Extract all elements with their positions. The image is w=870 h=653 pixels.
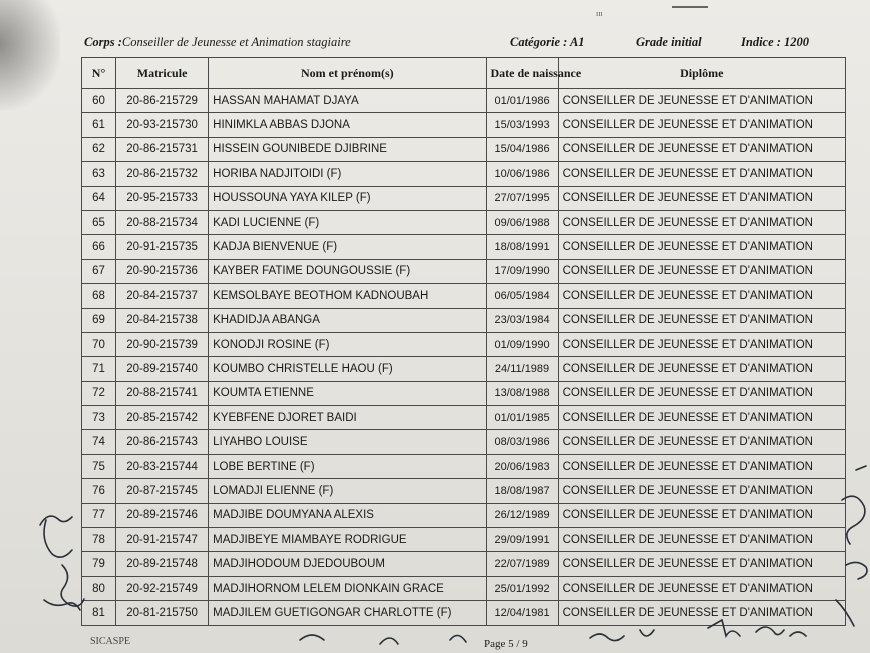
row-number: 70: [82, 332, 116, 356]
row-name: KYEBFENE DJORET BAIDI: [209, 406, 486, 430]
row-name: LOMADJI ELIENNE (F): [209, 479, 486, 503]
row-matricule: 20-86-215731: [116, 137, 209, 161]
row-birthdate: 08/03/1986: [486, 430, 558, 454]
table-row: [82, 162, 846, 186]
column-header-matricule: Matricule: [116, 58, 209, 89]
row-name: KHADIDJA ABANGA: [209, 308, 486, 332]
row-number: 72: [82, 381, 116, 405]
row-number: 64: [82, 186, 116, 210]
row-birthdate: 25/01/1992: [486, 576, 558, 600]
row-name: HOUSSOUNA YAYA KILEP (F): [209, 186, 486, 210]
row-birthdate: 22/07/1989: [486, 552, 558, 576]
table-row: [82, 332, 846, 356]
column-header-num: N°: [82, 58, 116, 89]
column-header-nom: Nom et prénom(s): [209, 58, 486, 89]
table-row: [82, 479, 846, 503]
row-number: 73: [82, 406, 116, 430]
row-diplome: CONSEILLER DE JEUNESSE ET D'ANIMATION: [558, 503, 845, 527]
row-diplome: CONSEILLER DE JEUNESSE ET D'ANIMATION: [558, 89, 845, 113]
table-row: [82, 186, 846, 210]
row-diplome: CONSEILLER DE JEUNESSE ET D'ANIMATION: [558, 528, 845, 552]
row-matricule: 20-89-215740: [116, 357, 209, 381]
table-row: [82, 601, 846, 625]
row-birthdate: 24/11/1989: [486, 357, 558, 381]
row-name: HINIMKLA ABBAS DJONA: [209, 113, 486, 137]
row-matricule: 20-88-215734: [116, 210, 209, 234]
row-birthdate: 09/06/1988: [486, 210, 558, 234]
table-row: [82, 503, 846, 527]
table-row: [82, 430, 846, 454]
footer-sigle: SICASPE: [90, 636, 131, 647]
row-matricule: 20-84-215738: [116, 308, 209, 332]
row-number: 63: [82, 162, 116, 186]
row-birthdate: 20/06/1983: [486, 454, 558, 478]
row-birthdate: 15/03/1993: [486, 113, 558, 137]
row-number: 81: [82, 601, 116, 625]
row-name: LIYAHBO LOUISE: [209, 430, 486, 454]
row-number: 69: [82, 308, 116, 332]
row-name: KOUMBO CHRISTELLE HAOU (F): [209, 357, 486, 381]
row-diplome: CONSEILLER DE JEUNESSE ET D'ANIMATION: [558, 284, 845, 308]
row-birthdate: 10/06/1986: [486, 162, 558, 186]
row-diplome: CONSEILLER DE JEUNESSE ET D'ANIMATION: [558, 235, 845, 259]
row-number: 67: [82, 259, 116, 283]
row-name: HISSEIN GOUNIBEDE DJIBRINE: [209, 137, 486, 161]
table-row: [82, 528, 846, 552]
row-diplome: CONSEILLER DE JEUNESSE ET D'ANIMATION: [558, 162, 845, 186]
row-number: 61: [82, 113, 116, 137]
row-number: 79: [82, 552, 116, 576]
document-header: [84, 35, 824, 53]
grade-label: Grade initial: [636, 35, 702, 49]
row-birthdate: 06/05/1984: [486, 284, 558, 308]
row-number: 71: [82, 357, 116, 381]
personnel-table: [81, 57, 846, 626]
row-matricule: 20-81-215750: [116, 601, 209, 625]
row-number: 60: [82, 89, 116, 113]
initial-mark-7: [856, 466, 866, 470]
row-matricule: 20-86-215732: [116, 162, 209, 186]
row-diplome: CONSEILLER DE JEUNESSE ET D'ANIMATION: [558, 381, 845, 405]
row-name: LOBE BERTINE (F): [209, 454, 486, 478]
table-row: [82, 454, 846, 478]
scan-smudge: [0, 0, 60, 110]
row-diplome: CONSEILLER DE JEUNESSE ET D'ANIMATION: [558, 430, 845, 454]
row-name: MADJILEM GUETIGONGAR CHARLOTTE (F): [209, 601, 486, 625]
row-birthdate: 12/04/1981: [486, 601, 558, 625]
table-row: [82, 137, 846, 161]
row-diplome: CONSEILLER DE JEUNESSE ET D'ANIMATION: [558, 113, 845, 137]
initial-mark-1: [40, 516, 72, 557]
row-matricule: 20-88-215741: [116, 381, 209, 405]
row-matricule: 20-95-215733: [116, 186, 209, 210]
table-header-row: [82, 58, 846, 89]
initial-mark-5: [846, 562, 867, 579]
row-name: MADJIHODOUM DJEDOUBOUM: [209, 552, 486, 576]
table-row: [82, 381, 846, 405]
row-diplome: CONSEILLER DE JEUNESSE ET D'ANIMATION: [558, 332, 845, 356]
table-row: [82, 576, 846, 600]
row-birthdate: 23/03/1984: [486, 308, 558, 332]
row-number: 66: [82, 235, 116, 259]
corps-label: Corps :: [84, 35, 122, 49]
row-name: HASSAN MAHAMAT DJAYA: [209, 89, 486, 113]
row-matricule: 20-91-215747: [116, 528, 209, 552]
table-row: [82, 235, 846, 259]
row-matricule: 20-86-215729: [116, 89, 209, 113]
row-birthdate: 27/07/1995: [486, 186, 558, 210]
row-diplome: CONSEILLER DE JEUNESSE ET D'ANIMATION: [558, 259, 845, 283]
row-number: 75: [82, 454, 116, 478]
row-number: 74: [82, 430, 116, 454]
row-diplome: CONSEILLER DE JEUNESSE ET D'ANIMATION: [558, 601, 845, 625]
row-matricule: 20-89-215746: [116, 503, 209, 527]
row-matricule: 20-89-215748: [116, 552, 209, 576]
row-number: 78: [82, 528, 116, 552]
row-diplome: CONSEILLER DE JEUNESSE ET D'ANIMATION: [558, 552, 845, 576]
row-diplome: CONSEILLER DE JEUNESSE ET D'ANIMATION: [558, 406, 845, 430]
row-matricule: 20-83-215744: [116, 454, 209, 478]
row-diplome: CONSEILLER DE JEUNESSE ET D'ANIMATION: [558, 479, 845, 503]
row-number: 62: [82, 137, 116, 161]
row-name: KOUMTA ETIENNE: [209, 381, 486, 405]
row-diplome: CONSEILLER DE JEUNESSE ET D'ANIMATION: [558, 210, 845, 234]
row-birthdate: 01/01/1986: [486, 89, 558, 113]
row-birthdate: 29/09/1991: [486, 528, 558, 552]
row-birthdate: 15/04/1986: [486, 137, 558, 161]
row-number: 65: [82, 210, 116, 234]
row-diplome: CONSEILLER DE JEUNESSE ET D'ANIMATION: [558, 137, 845, 161]
row-diplome: CONSEILLER DE JEUNESSE ET D'ANIMATION: [558, 357, 845, 381]
row-matricule: 20-86-215743: [116, 430, 209, 454]
row-birthdate: 18/08/1987: [486, 479, 558, 503]
column-header-date: Date de naissance: [486, 58, 558, 89]
row-name: MADJIHORNOM LELEM DIONKAIN GRACE: [209, 576, 486, 600]
row-matricule: 20-84-215737: [116, 284, 209, 308]
table-row: [82, 552, 846, 576]
row-birthdate: 26/12/1989: [486, 503, 558, 527]
column-header-diplome: Diplôme: [558, 58, 845, 89]
table-row: [82, 259, 846, 283]
row-matricule: 20-85-215742: [116, 406, 209, 430]
row-name: MADJIBE DOUMYANA ALEXIS: [209, 503, 486, 527]
row-birthdate: 01/09/1990: [486, 332, 558, 356]
row-name: KONODJI ROSINE (F): [209, 332, 486, 356]
row-matricule: 20-91-215735: [116, 235, 209, 259]
row-birthdate: 17/09/1990: [486, 259, 558, 283]
row-name: KAYBER FATIME DOUNGOUSSIE (F): [209, 259, 486, 283]
table-row: [82, 406, 846, 430]
row-birthdate: 13/08/1988: [486, 381, 558, 405]
row-number: 77: [82, 503, 116, 527]
top-mark: ᴵᴵᴵ: [596, 10, 603, 22]
categorie-label: Catégorie : A1: [510, 35, 585, 49]
top-rule: [672, 6, 708, 8]
row-birthdate: 18/08/1991: [486, 235, 558, 259]
row-matricule: 20-92-215749: [116, 576, 209, 600]
row-name: KADJA BIENVENUE (F): [209, 235, 486, 259]
row-name: KADI LUCIENNE (F): [209, 210, 486, 234]
table-row: [82, 357, 846, 381]
corps-value: Conseiller de Jeunesse et Animation stagiaire: [121, 35, 351, 49]
row-name: KEMSOLBAYE BEOTHOM KADNOUBAH: [209, 284, 486, 308]
row-diplome: CONSEILLER DE JEUNESSE ET D'ANIMATION: [558, 454, 845, 478]
row-number: 68: [82, 284, 116, 308]
table-row: [82, 89, 846, 113]
row-number: 76: [82, 479, 116, 503]
table-row: [82, 284, 846, 308]
table-row: [82, 113, 846, 137]
initial-mark-3: [44, 600, 80, 610]
row-matricule: 20-93-215730: [116, 113, 209, 137]
page-number: Page 5 / 9: [484, 638, 528, 650]
row-diplome: CONSEILLER DE JEUNESSE ET D'ANIMATION: [558, 576, 845, 600]
table-row: [82, 308, 846, 332]
indice-label: Indice : 1200: [741, 35, 810, 49]
table-row: [82, 210, 846, 234]
row-matricule: 20-90-215739: [116, 332, 209, 356]
row-name: MADJIBEYE MIAMBAYE RODRIGUE: [209, 528, 486, 552]
row-matricule: 20-87-215745: [116, 479, 209, 503]
row-diplome: CONSEILLER DE JEUNESSE ET D'ANIMATION: [558, 308, 845, 332]
row-diplome: CONSEILLER DE JEUNESSE ET D'ANIMATION: [558, 186, 845, 210]
row-birthdate: 01/01/1985: [486, 406, 558, 430]
row-number: 80: [82, 576, 116, 600]
row-name: HORIBA NADJITOIDI (F): [209, 162, 486, 186]
page-footer: [0, 630, 870, 653]
row-matricule: 20-90-215736: [116, 259, 209, 283]
corps-heading: [84, 35, 351, 50]
